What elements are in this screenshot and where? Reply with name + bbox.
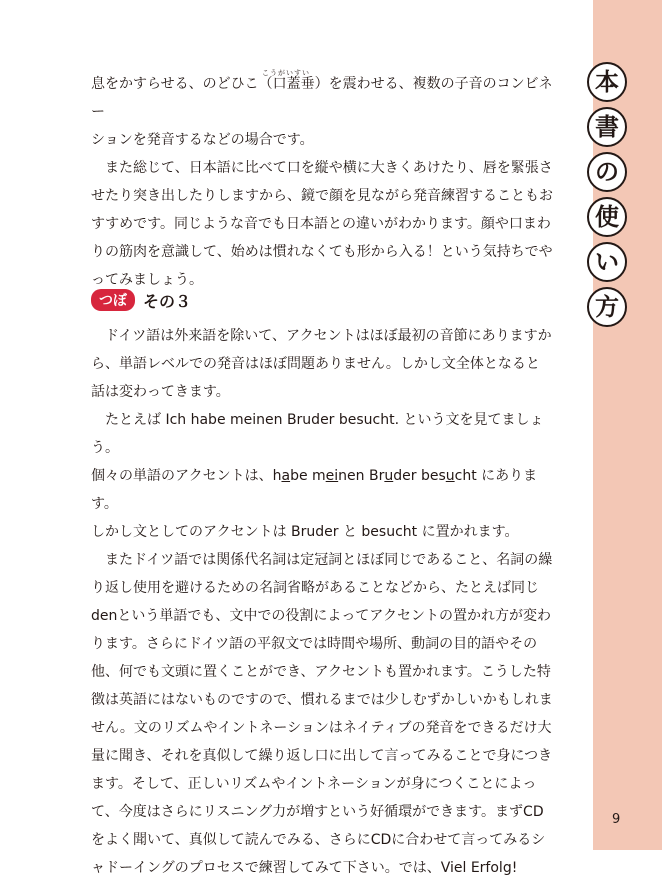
- chapter-tab-label: [587, 62, 631, 327]
- accent-word: habe: [272, 468, 308, 484]
- tab-char: 書: [587, 107, 627, 147]
- tab-char: 使: [587, 197, 627, 237]
- text-segment: ）を震わせる、複数の子音のコンビネー: [91, 76, 553, 120]
- text-segment: にあります。: [91, 468, 538, 512]
- tab-char: い: [587, 242, 627, 282]
- text-segment: 個々の単語のアクセントは、: [91, 468, 273, 484]
- tab-char: 方: [587, 287, 627, 327]
- intro-line-1: [91, 70, 553, 126]
- tip-badge: つぼ: [91, 289, 135, 311]
- accent-word: meinen: [312, 468, 365, 484]
- accent-word: besucht: [420, 468, 477, 484]
- ruby-base: 口蓋垂: [272, 76, 315, 92]
- ruby-annotation: こうがいすい: [262, 69, 310, 77]
- body-paragraph-2-line-3: しかし文としてのアクセントは Bruder と besucht に置かれます。: [91, 524, 519, 540]
- intro-paragraph-2: また総じて、日本語に比べて口を縦や横に大きくあけたり、唇を緊張させたり突き出したりしますから、鏡で顔を見ながら発音練習することもおすすめです。同じような音でも日本語との違いがわかります。顔や口まわりの筋肉を意識して、始めは慣れなくても形から入る！という気持ちでやってみましょう。: [91, 160, 553, 288]
- accent-word: Bruder: [368, 468, 417, 484]
- body-paragraph-1: ドイツ語は外来語を除いて、アクセントはほぼ最初の音節にありますから、単語レベルでの発音はほぼ問題ありません。しかし文全体となると話は変わってきます。: [91, 328, 552, 400]
- page-number: 9: [612, 812, 621, 827]
- body-text: [91, 322, 553, 882]
- intro-line-2: ションを発音するなどの場合です。: [91, 132, 314, 148]
- tip-heading: [91, 286, 191, 314]
- tab-char: の: [587, 152, 627, 192]
- body-paragraph-3: またドイツ語では関係代名詞は定冠詞とほぼ同じであること、名詞の繰り返し使用を避けるための名詞省略があることなどから、たとえば同じdenという単語でも、文中での役割によってアクセントの置かれ方が変わります。さらにドイツ語の平叙文では時間や場所、動詞の目的語やその他、何でも文頭に置くことができ、アクセントも置かれます。こうした特徴は英語にはないものですので、慣れるまでは少しむずかしいかもしれません。文のリズムやイントネーションはネイティブの発音をできるだけ大量に聞き、それを真似して繰り返し口に出して言ってみることで身につきます。そして、正しいリズムやイントネーションが身につくことによって、今度はさらにリスニング力が増すという好循環ができます。まずCDをよく聞いて、真似して読んでみる、さらにCDに合わせて言ってみるシャドーイングのプロセスで練習してみて下さい。では、Viel Erfolg!: [91, 552, 553, 876]
- body-paragraph-2-line-2: [91, 462, 553, 518]
- text-segment: 息をかすらせる、のどひこ（: [91, 76, 273, 92]
- intro-text: [91, 70, 553, 294]
- tip-title: その３: [143, 291, 192, 311]
- tab-char: 本: [587, 62, 627, 102]
- body-paragraph-2-line-1: たとえば Ich habe meinen Bruder besucht. という文を見てましょう。: [91, 412, 544, 456]
